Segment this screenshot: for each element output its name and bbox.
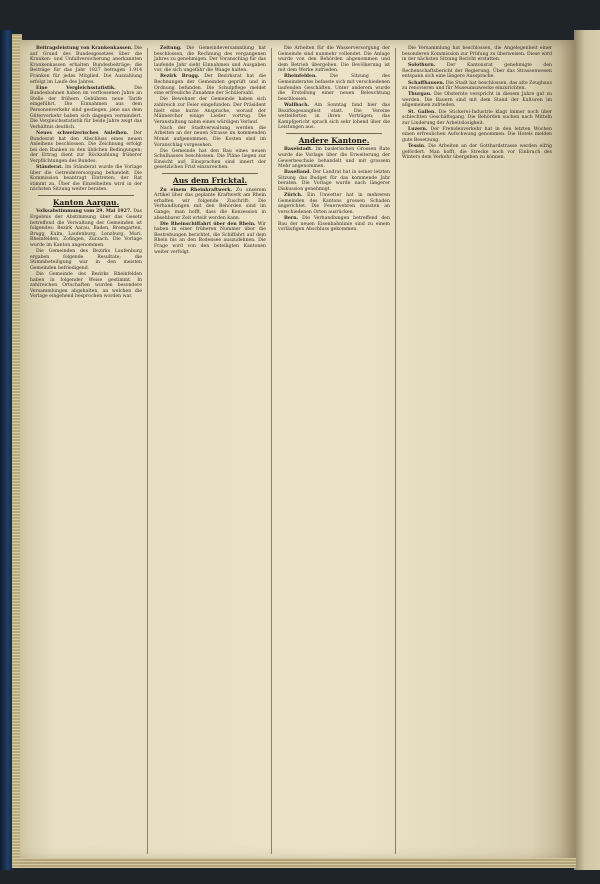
column-2 — [154, 46, 266, 256]
article-paragraph — [278, 103, 390, 131]
article-text: Die Gemeinden des Bezirks Laufenburg ergaben folgende Resultate; die Stimmbeteiligung war in den meisten Gemeinden befriedigend. — [30, 249, 142, 271]
section-rule — [162, 173, 258, 174]
article-text: Ein Unwetter hat in mehreren Gemeinden des Kantons grossen Schaden angerichtet. Die Feuerwehren mussten an verschiedenen Orten ausrücken. — [278, 193, 390, 215]
article-paragraph — [154, 74, 266, 96]
article-lead: St. Gallen. — [408, 109, 437, 115]
article-text: Am Sonntag fand hier das Bezirksgesangfest statt. Die Vereine wetteiferten in ihren Vorträgen; das Kampfgericht sprach sich sehr lobend über die Leistungen aus. — [278, 102, 390, 131]
article-text: Der Fremdenverkehr hat in den letzten Wochen einen erfreulichen Aufschwung genommen. Die Hotels melden gute Besetzung. — [402, 126, 552, 143]
article-text: Die Sitzung des Gemeinderates befasste sich mit verschiedenen laufenden Geschäften. Unter anderem wurde die Erstellung einer neuen Beleuchtung beschlossen. — [278, 74, 390, 102]
article-lead: Wallbach. — [284, 102, 310, 108]
article-paragraph — [154, 188, 266, 222]
article-paragraph — [30, 86, 142, 131]
column-divider — [147, 48, 148, 854]
page-stack-bottom — [20, 858, 576, 868]
article-paragraph — [154, 149, 266, 171]
article-lead: Ständerat. — [36, 164, 64, 170]
article-lead: Luzern. — [408, 126, 428, 132]
article-text: Im baslerischen Grossen Rate wurde die Vorlage über die Erweiterung der Gewerbeschule behandelt und mit grossem Mehr angenommen. — [278, 147, 390, 170]
article-text: Die Gemeindeversammlung hat beschlossen, die Rechnung des vergangenen Jahres zu genehmigen. Der Voranschlag für das laufende Jahr sieht Einnahmen und Ausgaben vor, die sich ungefähr die Waage halten. — [154, 46, 267, 74]
article-lead: Zu einem Rheinkraftwerk. — [160, 187, 233, 193]
article-lead: Volksabstimmung vom 29. Mai 1927. — [36, 209, 132, 215]
article-paragraph — [278, 193, 390, 215]
section-heading: Kanton Aargau. — [52, 197, 120, 207]
article-lead: Bezirk Brugg. — [160, 74, 200, 80]
column-1 — [30, 46, 142, 300]
article-text: Die Arbeiten für die Wasserversorgung der Gemeinde sind nunmehr vollendet. Die Anlage wurde von den Behörden abgenommen und dem Betrieb übergeben. Die Bevölkerung ist mit dem Werke zufrieden. — [278, 46, 390, 74]
article-text: Der Landrat hat in seiner letzten Sitzung das Budget für das kommende Jahr beraten. Die Vorlage wurde nach längerer Diskussion genehmigt. — [278, 170, 390, 193]
article-text: Die Verhandlungen betreffend den Bau der neuen Eisenbahnlinie sind zu einem vorläufigen Abschluss gekommen. — [278, 216, 390, 233]
article-text: Die auf Grund des Bundesgesetzes über die Kranken- und Unfallversicherung anerkannten Krankenkassen erhalten Bundesbeiträge; die Beiträge für das Jahr 1927 betragen 1.914 Franken für jedes Mitglied. Die Auszahlung erfolgt im Laufe des Jahres. — [30, 46, 142, 85]
article-paragraph — [154, 46, 266, 74]
section-rule — [286, 133, 382, 134]
article-paragraph — [30, 46, 142, 85]
section-rule — [38, 195, 134, 196]
article-text: Der Bezirksrat hat die Rechnungen der Gemeinden geprüft und in Ordnung befunden. Die Schulpflege meldet eine erfreuliche Zunahme der Schülerzahl. — [154, 74, 266, 97]
article-lead: Beitragsleistung von Krankenkassen. — [36, 46, 133, 51]
article-lead: Bern. — [284, 216, 299, 222]
article-text: Die Stadt hat beschlossen, das alte Zeughaus zu renovieren und für Museumszwecke einzurichten. — [402, 80, 552, 92]
article-paragraph — [278, 170, 390, 192]
column-3 — [278, 46, 390, 233]
article-lead: Baselstadt. — [284, 147, 313, 153]
article-paragraph — [402, 144, 552, 161]
section-heading: Andere Kantone. — [298, 135, 370, 145]
article-paragraph — [30, 165, 142, 193]
article-paragraph — [402, 63, 552, 80]
column-divider — [271, 48, 272, 854]
article-paragraph — [154, 97, 266, 125]
article-paragraph — [30, 209, 142, 248]
article-lead: Die Rheinschiffahrt über den Rhein. — [160, 221, 256, 227]
column-4 — [402, 46, 552, 161]
article-text: Die Bundesbahnen haben im verflossenen Jahre an Stelle der frühern Gebühren neue Tarife eingeführt. Die Einnahmen aus dem Personenverkehr sind gestiegen, jene aus dem Güterverkehr haben sich dagegen vermindert. Die Vergleichsstatistik für beide Jahre zeigt das Verhältnis deutlich. — [30, 85, 142, 130]
article-paragraph — [402, 81, 552, 92]
article-paragraph — [30, 272, 142, 300]
article-paragraph — [154, 126, 266, 148]
article-paragraph — [30, 131, 142, 165]
article-paragraph — [278, 46, 390, 74]
article-text: Die Gemeinde hat den Bau eines neuen Schulhauses beschlossen. Die Pläne liegen zur Einsicht auf; Einsprachen sind innert der gesetzlichen Frist einzureichen. — [154, 148, 266, 171]
article-lead: Thurgau. — [408, 92, 432, 98]
article-paragraph — [278, 74, 390, 102]
article-paragraph — [278, 147, 390, 169]
article-lead: Tessin. — [408, 144, 426, 150]
article-paragraph — [30, 249, 142, 271]
article-text: Der Bundesrat hat den Abschluss eines neuen Anleihens beschlossen. Die Zeichnung erfolgt bei den Banken zu den üblichen Bedingungen; der Ertrag dient zur Rückzahlung früherer Verpflichtungen des Bundes. — [30, 130, 142, 164]
article-paragraph — [278, 216, 390, 233]
next-page-edge — [574, 30, 600, 870]
article-text: Die Gemeinde des Bezirks Rheinfelden haben in folgender Weise gestimmt. In zahlreichen Ortschaften wurden besondere Versammlungen abgehalten, an welchen die Vorlage eingehend besprochen worden war. — [30, 271, 142, 300]
article-lead: Eine Vergleichsstatistik. — [36, 85, 116, 91]
article-text: Die Obsternte verspricht in diesem Jahre gut zu werden. Die Bauern sind mit dem Stand der Kulturen im allgemeinen zufrieden. — [402, 92, 552, 109]
article-text: Zu unserem Artikel über das geplante Kraftwerk am Rhein erhalten wir folgende Zuschrift: Die Verhandlungen mit den Behörden sind im Gange; man hofft, dass die Konzession in absehbarer Zeit erteilt werden kann. — [154, 187, 267, 221]
article-text: Die Arbeiten an der Gotthardstrasse werden eifrig gefördert. Man hofft, die Strecke noch vor Einbruch des Winters dem Verkehr übergeben zu können. — [402, 144, 552, 161]
article-paragraph — [402, 127, 552, 144]
article-lead: Baselland. — [284, 170, 311, 176]
article-paragraph — [402, 110, 552, 127]
article-text: Der Kantonsrat genehmigte den Rechenschaftsbericht der Regierung. Über das Strassenwesen entspann sich eine längere Aussprache. — [402, 63, 553, 80]
article-text: Im Ständerat wurde die Vorlage über die Getreideversorgung behandelt. Die Kommission beantragt Eintreten; der Rat stimmt zu. Über die Einzelheiten wird in der nächsten Sitzung weiter beraten. — [30, 164, 142, 193]
article-text: Die Versammlung hat beschlossen, die Angelegenheit einer besonderen Kommission zur Prüfung zu überweisen. Diese wird in der nächsten Sitzung Bericht erstatten. — [402, 46, 552, 63]
article-text: Das Ergebnis der Abstimmung über das Gesetz betreffend die Verwaltung der Gemeinden ist folgendes: Bezirk Aarau, Baden, Bremgarten, Brugg, Kulm, Laufenburg, Lenzburg, Muri, Rheinfelden, Zofingen, Zurzach. Die Vorlage wurde im Kanton angenommen. — [30, 209, 142, 248]
column-divider — [395, 48, 396, 854]
article-text: Die Bewohner der Gemeinde haben sich zahlreich zur Feier eingefunden. Der Präsident hielt eine kurze Ansprache, worauf der Männerchor einige Lieder vortrug. Die Veranstaltung nahm einen würdigen Verlauf. — [154, 97, 266, 125]
article-lead: Schaffhausen. — [408, 80, 445, 86]
article-text: Nach der Stadtverwaltung werden die Arbeiten an der neuen Strasse im kommenden Monat aufgenommen. Die Kosten sind im Voranschlag vorgesehen. — [154, 125, 266, 148]
article-paragraph — [402, 92, 552, 109]
article-lead: Rheinfelden. — [284, 74, 317, 80]
article-lead: Neues schweizerisches Anleihen. — [36, 130, 129, 136]
article-paragraph — [402, 46, 552, 63]
article-lead: Solothurn. — [408, 63, 436, 69]
article-lead: Zürich. — [284, 193, 303, 199]
article-text: Die Stickerei-Industrie klagt immer noch über schlechten Geschäftsgang. Die Behörden suchen nach Mitteln zur Linderung der Arbeitslosigkeit. — [402, 109, 552, 126]
article-lead: Zeitung. — [160, 46, 182, 51]
newspaper-page — [20, 40, 576, 862]
article-paragraph — [154, 222, 266, 256]
article-text: Wir haben in einer früheren Nummer über die Bestrebungen berichtet, die Schiffahrt auf dem Rhein bis an den Bodensee auszudehnen. Die Frage wird von den beteiligten Kantonen weiter verfolgt. — [154, 221, 266, 255]
section-heading: Aus dem Fricktal. — [172, 176, 248, 186]
